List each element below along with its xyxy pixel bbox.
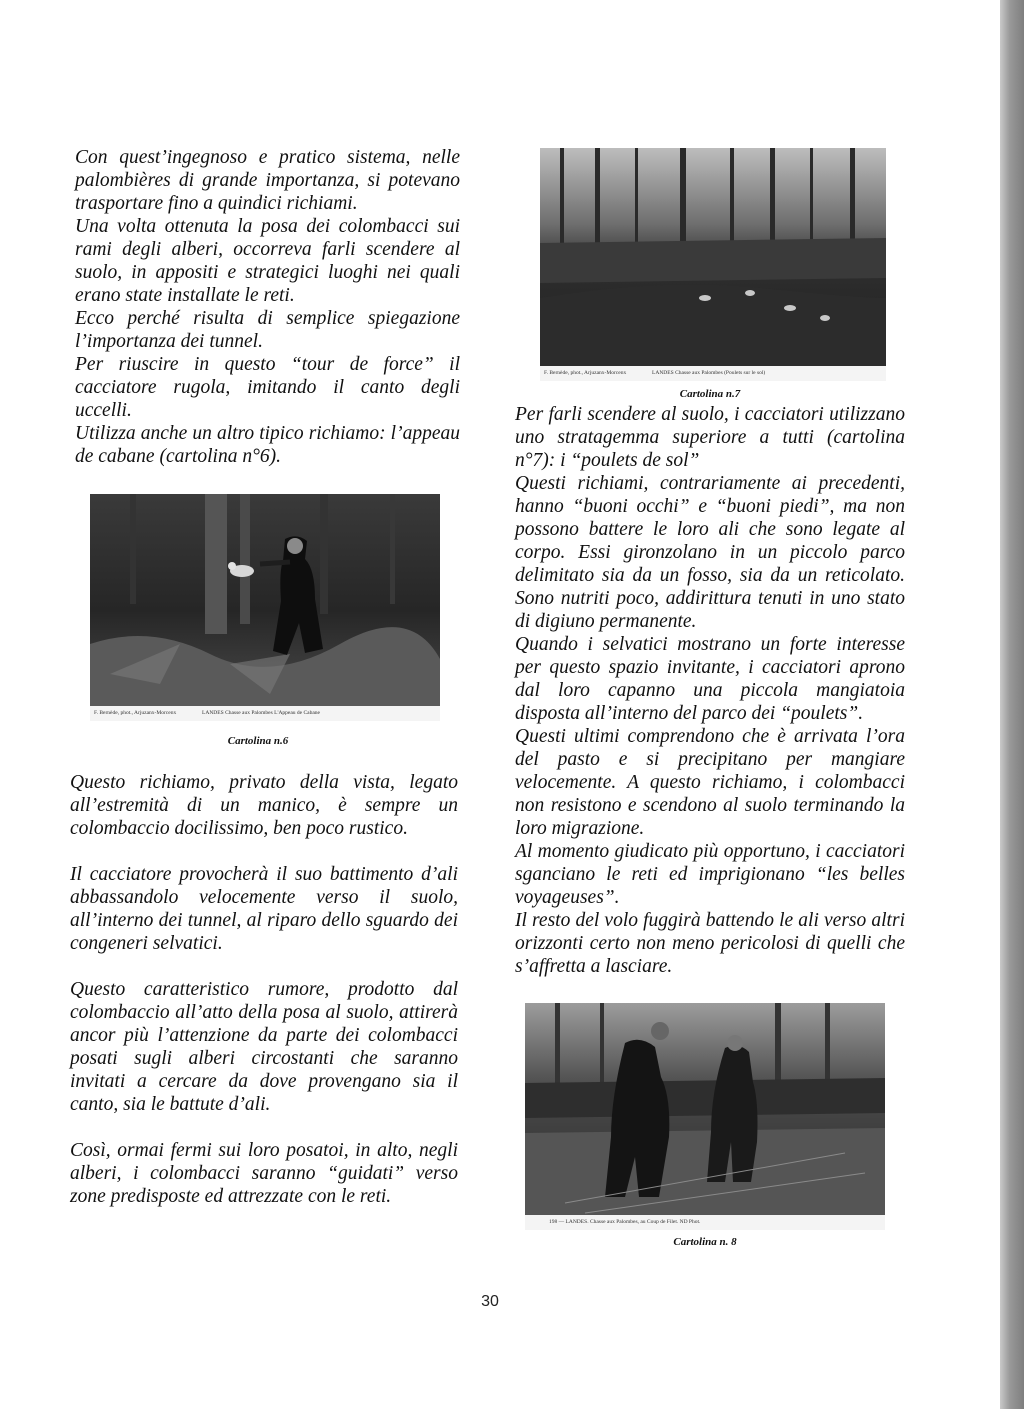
paragraph: Una volta ottenuta la posa dei colombacci sui rami degli alberi, occorreva farli scendere al suolo, in appositi e strategici luoghi nei quali erano state installate le reti. (75, 216, 460, 306)
photo-6-title: LANDES Chasse aux Palombes L'Appeau de Cabane (202, 710, 320, 716)
page-number: 30 (481, 1293, 499, 1310)
paragraph: Utilizza anche un altro tipico richiamo: l’appeau de cabane (cartolina n°6). (75, 423, 460, 467)
paragraph: Così, ormai fermi sui loro posatoi, in alto, negli alberi, i colombacci saranno “guidati” verso zone predisposte ed attrezzate con le reti. (70, 1140, 458, 1207)
paragraph: Il resto del volo fuggirà battendo le ali verso altri orizzonti certo non meno pericolosi di quelli che s’affretta a lasciare. (515, 910, 905, 977)
photo-8-scene (525, 1003, 885, 1217)
paragraph: Ecco perché risulta di semplice spiegazione l’importanza dei tunnel. (75, 308, 460, 352)
photo-6-scene (90, 494, 440, 706)
photo-6-imprint (90, 706, 440, 721)
paragraph: Quando i selvatici mostrano un forte interesse per questo spazio invitante, i cacciatori aprono dal loro capanno una piccola mangiatoia disposta all’interno del parco dei “poulets”. (515, 634, 905, 724)
paragraph: Questo caratteristico rumore, prodotto dal colombaccio all’atto della posa al suolo, attirerà ancor più l’attenzione da parte dei colombacci posati sugli alberi circostanti che saranno invitati a cercare da dove provengano sia il canto, sia le battute d’ali. (70, 979, 458, 1115)
photo-7-photographer: F. Bernède, phot., Arjuzanx-Morcenx (544, 370, 627, 376)
paragraph: Il cacciatore provocherà il suo battimento d’ali abbassandolo velocemente verso il suolo, all’interno dei tunnel, al riparo dello sguardo dei congeneri selvatici. (70, 864, 458, 954)
caption-photo-7: Cartolina n.7 (679, 388, 741, 400)
photo-6-photographer: F. Bernède, phot., Arjuzanx-Morcenx (94, 710, 177, 716)
caption-photo-6: Cartolina n.6 (227, 735, 289, 747)
paragraph: Al momento giudicato più opportuno, i cacciatori sganciano le reti ed imprigionano “les belles voyageuses”. (515, 841, 905, 908)
photo-8-title: 198 — LANDES. Chasse aux Palombes, au Coup de Filet. ND Phot. (549, 1219, 701, 1225)
caption-photo-8: Cartolina n. 8 (673, 1236, 737, 1248)
postcard-photo-8 (525, 1003, 885, 1230)
paragraph: Questi richiami, contrariamente ai precedenti, hanno “buoni occhi” e “buoni piedi”, ma non possono battere le loro ali che sono legate al corpo. Essi gironzolano in un piccolo parco delimitato sia da un fosso, sia da un reticolato. Sono nutriti poco, addirittura tenuti in uno stato di digiuno permanente. (515, 473, 905, 632)
paragraph: Questi ultimi comprendono che è arrivata l’ora del pasto e si precipitano per mangiare velocemente. A questo richiamo, i colombacci non resistono e scendono al suolo terminando la loro migrazione. (515, 726, 905, 839)
paragraph: Questo richiamo, privato della vista, legato all’estremità di un manico, è sempre un colombaccio docilissimo, ben poco rustico. (70, 772, 458, 839)
postcard-photo-7 (540, 148, 886, 381)
paragraph: Con quest’ingegnoso e pratico sistema, nelle palombières di grande importanza, si potevano trasportare fino a quindici richiami. (75, 147, 460, 214)
page-edge (1000, 0, 1024, 1409)
photo-7-scene (540, 148, 886, 366)
paragraph: Per farli scendere al suolo, i cacciatori utilizzano uno stratagemma superiore a tutti (cartolina n°7): i “poulets de sol” (515, 404, 905, 471)
left-column-bottom-text (70, 771, 458, 1208)
photo-7-imprint (540, 366, 886, 381)
right-column-text (515, 403, 905, 978)
photo-7-title: LANDES Chasse aux Palombes (Poulets sur le sol) (652, 370, 766, 376)
paragraph: Per riuscire in questo “tour de force” il cacciatore rugola, imitando il canto degli uccelli. (75, 354, 460, 421)
left-column-top-text (75, 146, 460, 468)
postcard-photo-6 (90, 494, 440, 721)
photo-8-imprint (525, 1215, 885, 1230)
